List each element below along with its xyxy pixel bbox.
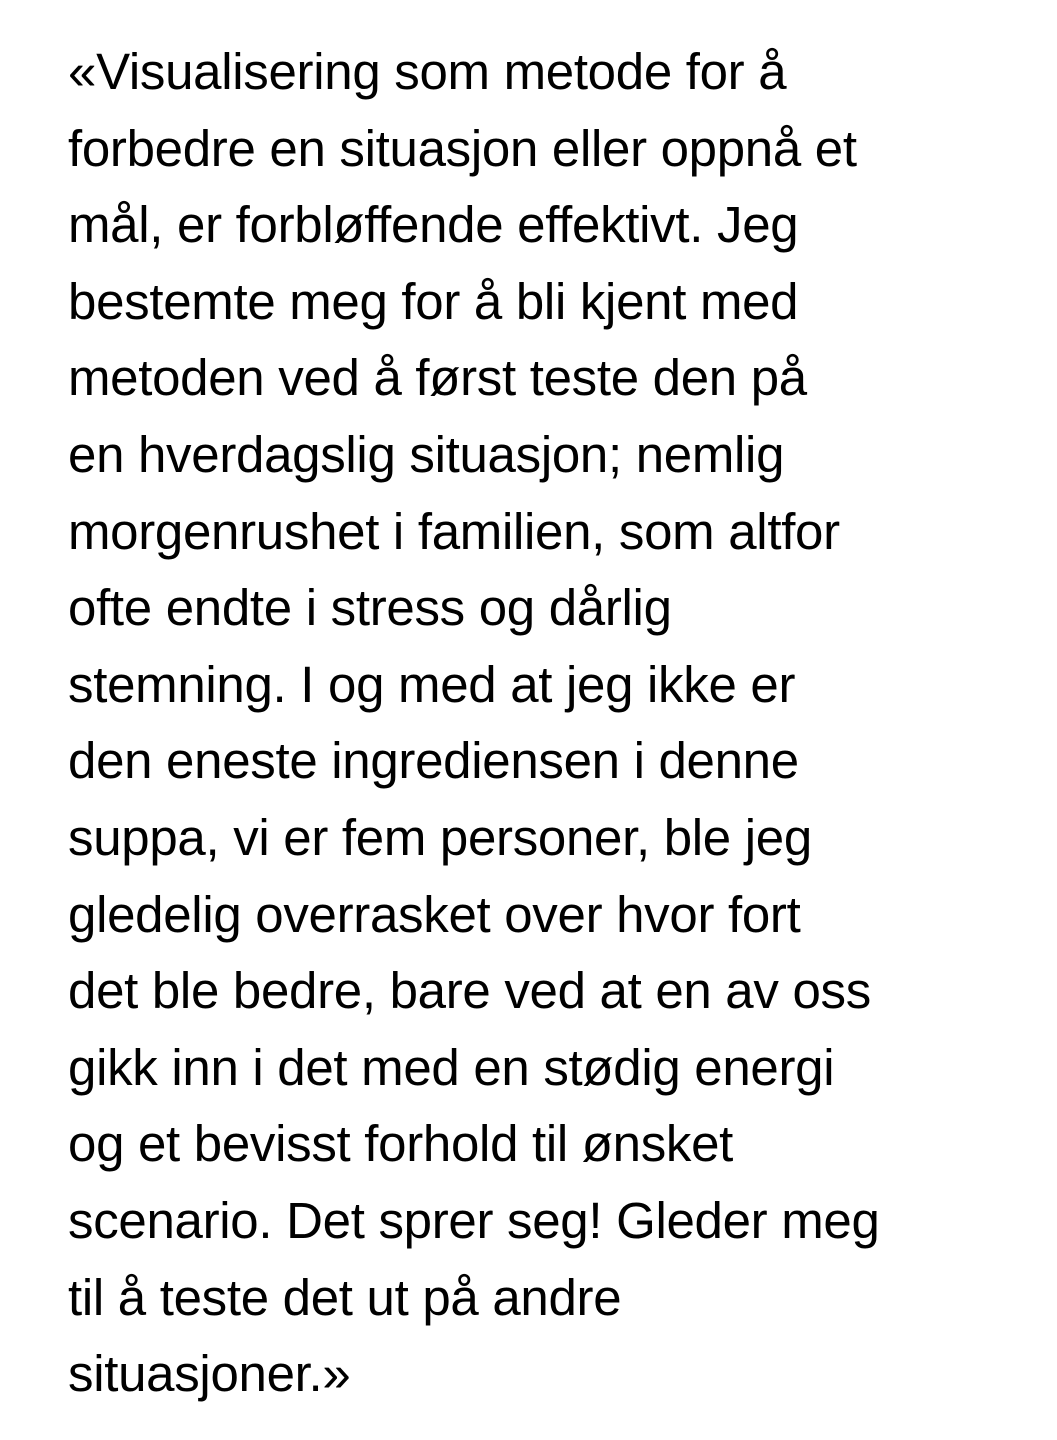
quote-line: forbedre en situasjon eller oppnå et [68, 119, 857, 177]
quote-line: til å teste det ut på andre [68, 1268, 622, 1326]
quote-line: situasjoner.» [68, 1345, 351, 1403]
quote-line: suppa, vi er fem personer, ble jeg [68, 808, 812, 866]
quote-line: ofte endte i stress og dårlig [68, 579, 672, 637]
quote-line: gledelig overrasket over hvor fort [68, 885, 801, 943]
quote-line: metoden ved å først teste den på [68, 349, 807, 407]
quote-line: mål, er forbløffende effektivt. Jeg [68, 196, 799, 254]
quote-line: morgenrushet i familien, som altfor [68, 502, 840, 560]
quote-line: en hverdagslig situasjon; nemlig [68, 425, 785, 483]
quote-line: gikk inn i det med en stødig energi [68, 1038, 835, 1096]
quote-line: den eneste ingrediensen i denne [68, 732, 799, 790]
quote-line: bestemte meg for å bli kjent med [68, 272, 799, 330]
quote-line: og et bevisst forhold til ønsket [68, 1115, 734, 1173]
testimonial-quote [68, 34, 1028, 1413]
quote-line: scenario. Det sprer seg! Gleder meg [68, 1191, 880, 1249]
quote-line: stemning. I og med at jeg ikke er [68, 655, 796, 713]
quote-line: «Visualisering som metode for å [68, 43, 787, 100]
quote-line: det ble bedre, bare ved at en av oss [68, 962, 871, 1020]
